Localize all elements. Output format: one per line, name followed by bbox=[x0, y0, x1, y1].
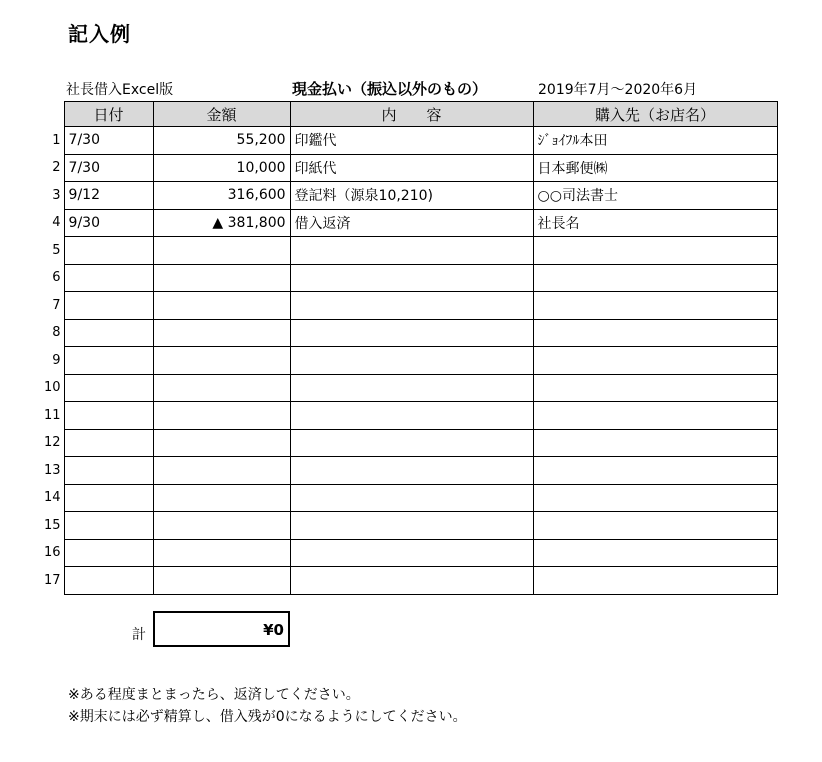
row-number: 5 bbox=[52, 242, 61, 258]
table-header-row bbox=[40, 102, 777, 127]
total-label: 計 bbox=[132, 627, 146, 643]
date-cell[interactable] bbox=[64, 264, 153, 292]
table-row bbox=[40, 319, 777, 347]
amount-cell[interactable] bbox=[153, 237, 290, 265]
ledger-table bbox=[40, 101, 778, 595]
vendor-cell[interactable] bbox=[533, 429, 777, 457]
description-cell[interactable] bbox=[290, 264, 533, 292]
table-row bbox=[40, 237, 777, 265]
row-number: 6 bbox=[52, 270, 61, 286]
row-number: 17 bbox=[44, 572, 61, 588]
amount-cell[interactable] bbox=[153, 374, 290, 402]
description-cell[interactable]: 登記料（源泉10,210) bbox=[290, 182, 533, 210]
description-cell[interactable] bbox=[290, 457, 533, 485]
vendor-cell[interactable] bbox=[533, 402, 777, 430]
amount-cell[interactable] bbox=[153, 567, 290, 595]
vendor-cell[interactable] bbox=[533, 264, 777, 292]
column-header-description: 内 容 bbox=[290, 102, 533, 127]
date-cell[interactable]: 7/30 bbox=[64, 154, 153, 182]
date-cell[interactable] bbox=[64, 402, 153, 430]
row-number: 2 bbox=[52, 160, 61, 176]
description-cell[interactable]: 印鑑代 bbox=[290, 127, 533, 155]
date-cell[interactable] bbox=[64, 484, 153, 512]
sheet-name: 社長借入Excel版 bbox=[66, 82, 174, 98]
note-line: ※期末には必ず精算し、借入残が0になるようにしてください。 bbox=[68, 709, 467, 725]
vendor-cell[interactable] bbox=[533, 292, 777, 320]
description-cell[interactable] bbox=[290, 237, 533, 265]
amount-cell[interactable] bbox=[153, 264, 290, 292]
date-cell[interactable] bbox=[64, 457, 153, 485]
table-row bbox=[40, 347, 777, 375]
table-row bbox=[40, 512, 777, 540]
description-cell[interactable]: 借入返済 bbox=[290, 209, 533, 237]
row-number: 7 bbox=[52, 297, 61, 313]
row-number: 1 bbox=[52, 132, 61, 148]
date-cell[interactable] bbox=[64, 237, 153, 265]
total-value[interactable]: ¥0 bbox=[153, 611, 290, 647]
vendor-cell[interactable]: ｼﾞｮｲﾌﾙ本田 bbox=[533, 127, 777, 155]
table-row bbox=[40, 182, 777, 210]
table-row bbox=[40, 457, 777, 485]
date-cell[interactable]: 9/30 bbox=[64, 209, 153, 237]
date-cell[interactable]: 9/12 bbox=[64, 182, 153, 210]
description-cell[interactable] bbox=[290, 319, 533, 347]
date-cell[interactable] bbox=[64, 539, 153, 567]
table-row bbox=[40, 127, 777, 155]
row-number: 15 bbox=[44, 517, 61, 533]
vendor-cell[interactable] bbox=[533, 512, 777, 540]
column-header-date: 日付 bbox=[64, 102, 153, 127]
description-cell[interactable] bbox=[290, 429, 533, 457]
vendor-cell[interactable] bbox=[533, 237, 777, 265]
page-title: 記入例 bbox=[68, 22, 131, 46]
amount-cell[interactable]: 316,600 bbox=[153, 182, 290, 210]
amount-cell[interactable]: 55,200 bbox=[153, 127, 290, 155]
table-row bbox=[40, 209, 777, 237]
row-number: 4 bbox=[52, 215, 61, 231]
amount-cell[interactable]: 10,000 bbox=[153, 154, 290, 182]
vendor-cell[interactable] bbox=[533, 319, 777, 347]
date-cell[interactable] bbox=[64, 567, 153, 595]
sheet-heading: 現金払い（振込以外のもの） bbox=[292, 80, 488, 98]
vendor-cell[interactable] bbox=[533, 347, 777, 375]
date-cell[interactable] bbox=[64, 292, 153, 320]
amount-cell[interactable] bbox=[153, 292, 290, 320]
vendor-cell[interactable]: 社長名 bbox=[533, 209, 777, 237]
row-number-header bbox=[40, 102, 64, 127]
description-cell[interactable] bbox=[290, 484, 533, 512]
amount-cell[interactable] bbox=[153, 402, 290, 430]
amount-cell[interactable] bbox=[153, 512, 290, 540]
amount-cell[interactable] bbox=[153, 429, 290, 457]
table-row bbox=[40, 484, 777, 512]
table-row bbox=[40, 154, 777, 182]
vendor-cell[interactable]: ○○司法書士 bbox=[533, 182, 777, 210]
description-cell[interactable] bbox=[290, 347, 533, 375]
description-cell[interactable]: 印紙代 bbox=[290, 154, 533, 182]
table-row bbox=[40, 567, 777, 595]
vendor-cell[interactable] bbox=[533, 539, 777, 567]
row-number: 10 bbox=[44, 380, 61, 396]
amount-cell[interactable] bbox=[153, 484, 290, 512]
column-header-amount: 金額 bbox=[153, 102, 290, 127]
date-cell[interactable]: 7/30 bbox=[64, 127, 153, 155]
date-cell[interactable] bbox=[64, 374, 153, 402]
description-cell[interactable] bbox=[290, 539, 533, 567]
date-cell[interactable] bbox=[64, 429, 153, 457]
vendor-cell[interactable]: 日本郵便㈱ bbox=[533, 154, 777, 182]
row-number: 16 bbox=[44, 545, 61, 561]
vendor-cell[interactable] bbox=[533, 567, 777, 595]
description-cell[interactable] bbox=[290, 512, 533, 540]
table-row bbox=[40, 374, 777, 402]
amount-cell[interactable] bbox=[153, 457, 290, 485]
table-row bbox=[40, 539, 777, 567]
amount-cell[interactable]: ▲ 381,800 bbox=[153, 209, 290, 237]
row-number: 12 bbox=[44, 435, 61, 451]
vendor-cell[interactable] bbox=[533, 374, 777, 402]
row-number: 13 bbox=[44, 462, 61, 478]
row-number: 14 bbox=[44, 490, 61, 506]
vendor-cell[interactable] bbox=[533, 457, 777, 485]
table-row bbox=[40, 429, 777, 457]
column-header-vendor: 購入先（お店名） bbox=[533, 102, 777, 127]
period-range: 2019年7月～2020年6月 bbox=[538, 82, 698, 98]
date-cell[interactable] bbox=[64, 512, 153, 540]
date-cell[interactable] bbox=[64, 347, 153, 375]
table-row bbox=[40, 402, 777, 430]
description-cell[interactable] bbox=[290, 567, 533, 595]
description-cell[interactable] bbox=[290, 292, 533, 320]
note-line: ※ある程度まとまったら、返済してください。 bbox=[68, 687, 360, 703]
row-number: 9 bbox=[52, 352, 61, 368]
amount-cell[interactable] bbox=[153, 347, 290, 375]
description-cell[interactable] bbox=[290, 402, 533, 430]
date-cell[interactable] bbox=[64, 319, 153, 347]
description-cell[interactable] bbox=[290, 374, 533, 402]
row-number: 3 bbox=[52, 187, 61, 203]
row-number: 11 bbox=[44, 407, 61, 423]
table-row bbox=[40, 292, 777, 320]
amount-cell[interactable] bbox=[153, 319, 290, 347]
row-number: 8 bbox=[52, 325, 61, 341]
table-row bbox=[40, 264, 777, 292]
amount-cell[interactable] bbox=[153, 539, 290, 567]
vendor-cell[interactable] bbox=[533, 484, 777, 512]
